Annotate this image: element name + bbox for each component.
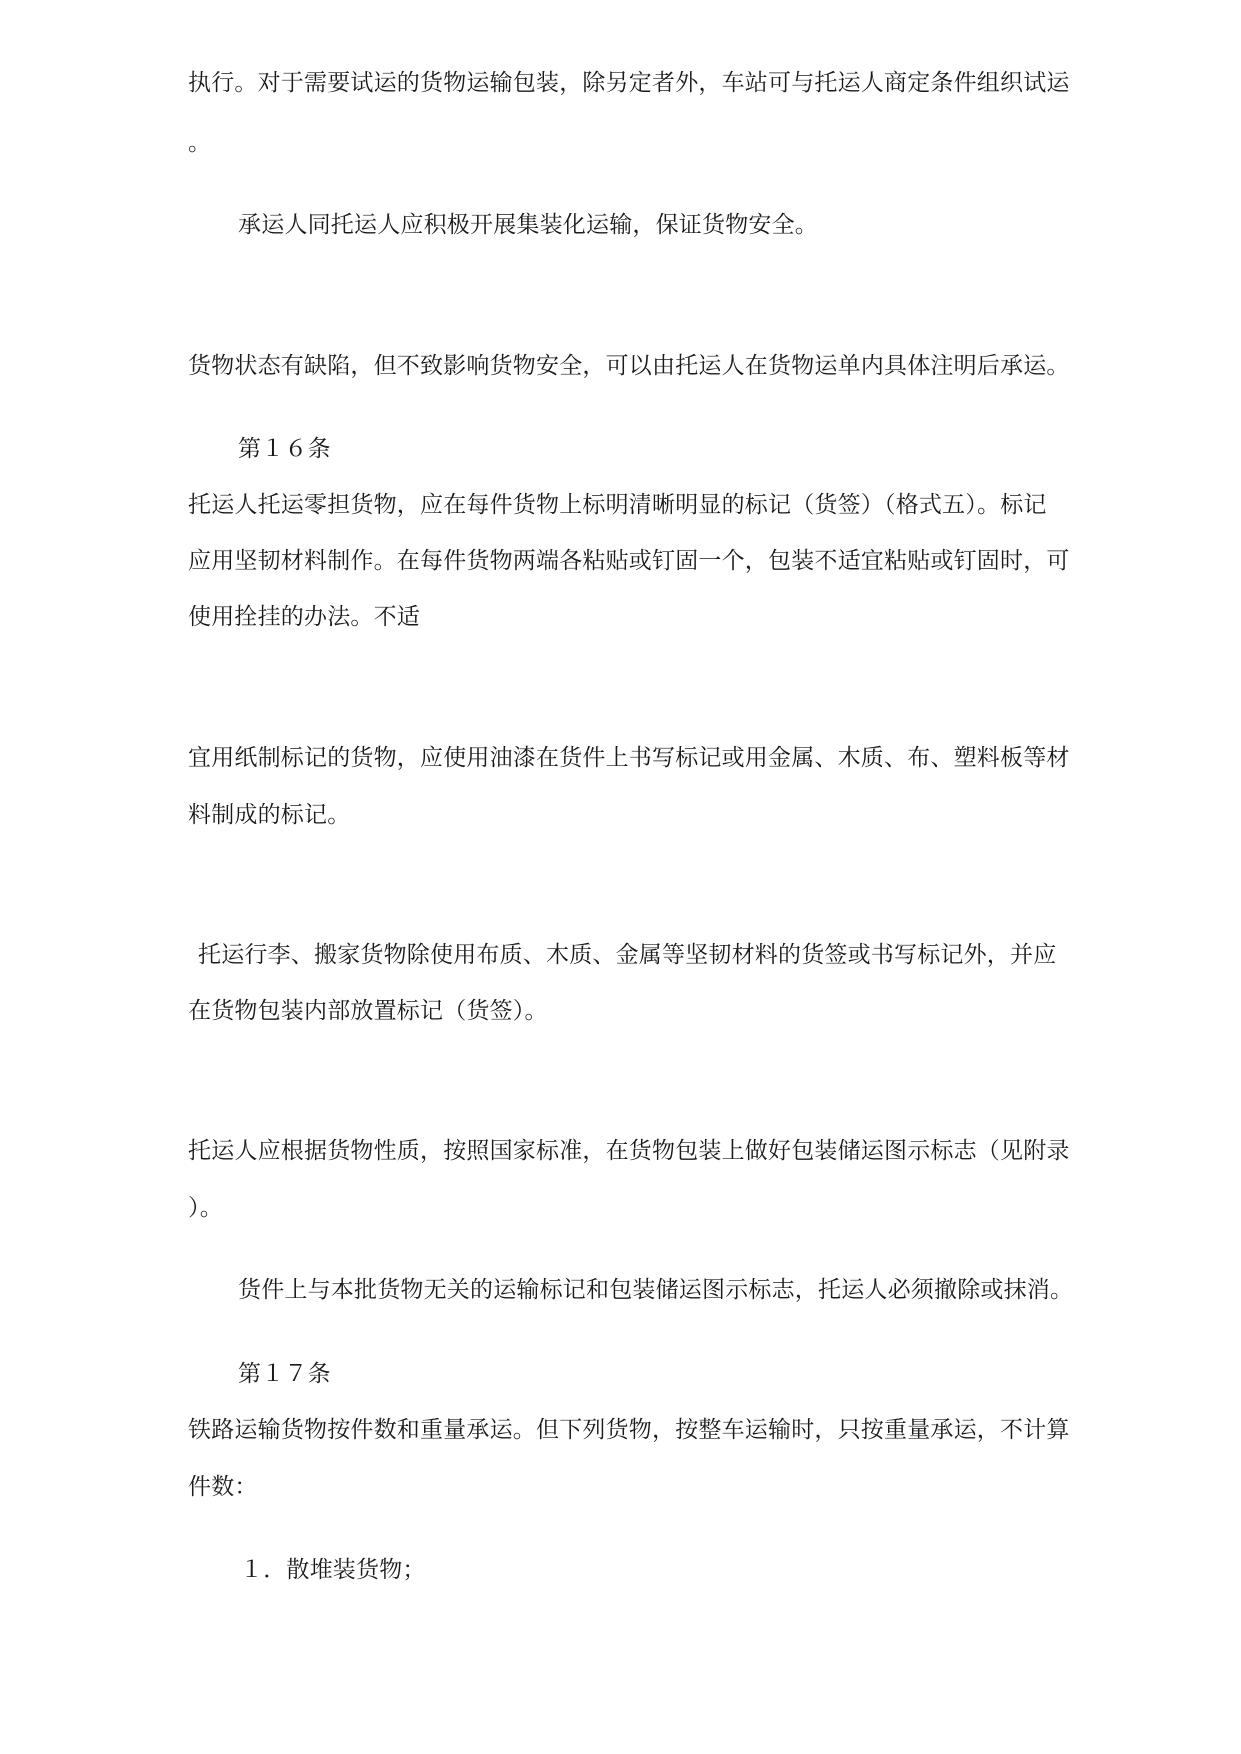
text-line: 应用坚韧材料制作。在每件货物两端各粘贴或钉固一个，包装不适宜粘贴或钉固时，可 — [188, 548, 1070, 574]
text-line: 托运行李、搬家货物除使用布质、木质、金属等坚韧材料的货签或书写标记外，并应 — [198, 942, 1057, 968]
text-line: 承运人同托运人应积极开展集装化运输，保证货物安全。 — [238, 212, 818, 238]
text-line: 使用拴挂的办法。不适 — [188, 604, 420, 630]
article-heading: 第１６条 — [238, 436, 331, 462]
list-item: １．散堆装货物； — [240, 1557, 426, 1583]
text-line: 件数： — [188, 1474, 258, 1500]
text-line: 铁路运输货物按件数和重量承运。但下列货物，按整车运输时，只按重量承运，不计算 — [188, 1417, 1070, 1443]
article-heading: 第１７条 — [238, 1361, 331, 1387]
text-line: 料制成的标记。 — [188, 802, 351, 828]
text-line: 托运人应根据货物性质，按照国家标准，在货物包装上做好包装储运图示标志（见附录 — [188, 1138, 1070, 1164]
text-line: 货件上与本批货物无关的运输标记和包装储运图示标志，托运人必须撤除或抹消。 — [238, 1277, 1074, 1303]
text-line: 在货物包装内部放置标记（货签）。 — [188, 998, 548, 1024]
text-line: 执行。对于需要试运的货物运输包装，除另定者外，车站可与托运人商定条件组织试运 — [188, 70, 1070, 96]
text-line: 托运人托运零担货物，应在每件货物上标明清晰明显的标记（货签）（格式五）。标记 — [188, 492, 1047, 518]
text-line: 货物状态有缺陷，但不致影响货物安全，可以由托运人在货物运单内具体注明后承运。 — [188, 353, 1070, 379]
text-line: 宜用纸制标记的货物，应使用油漆在货件上书写标记或用金属、木质、布、塑料板等材 — [188, 745, 1070, 771]
text-line: ）。 — [188, 1195, 223, 1221]
text-line: 。 — [188, 130, 212, 156]
